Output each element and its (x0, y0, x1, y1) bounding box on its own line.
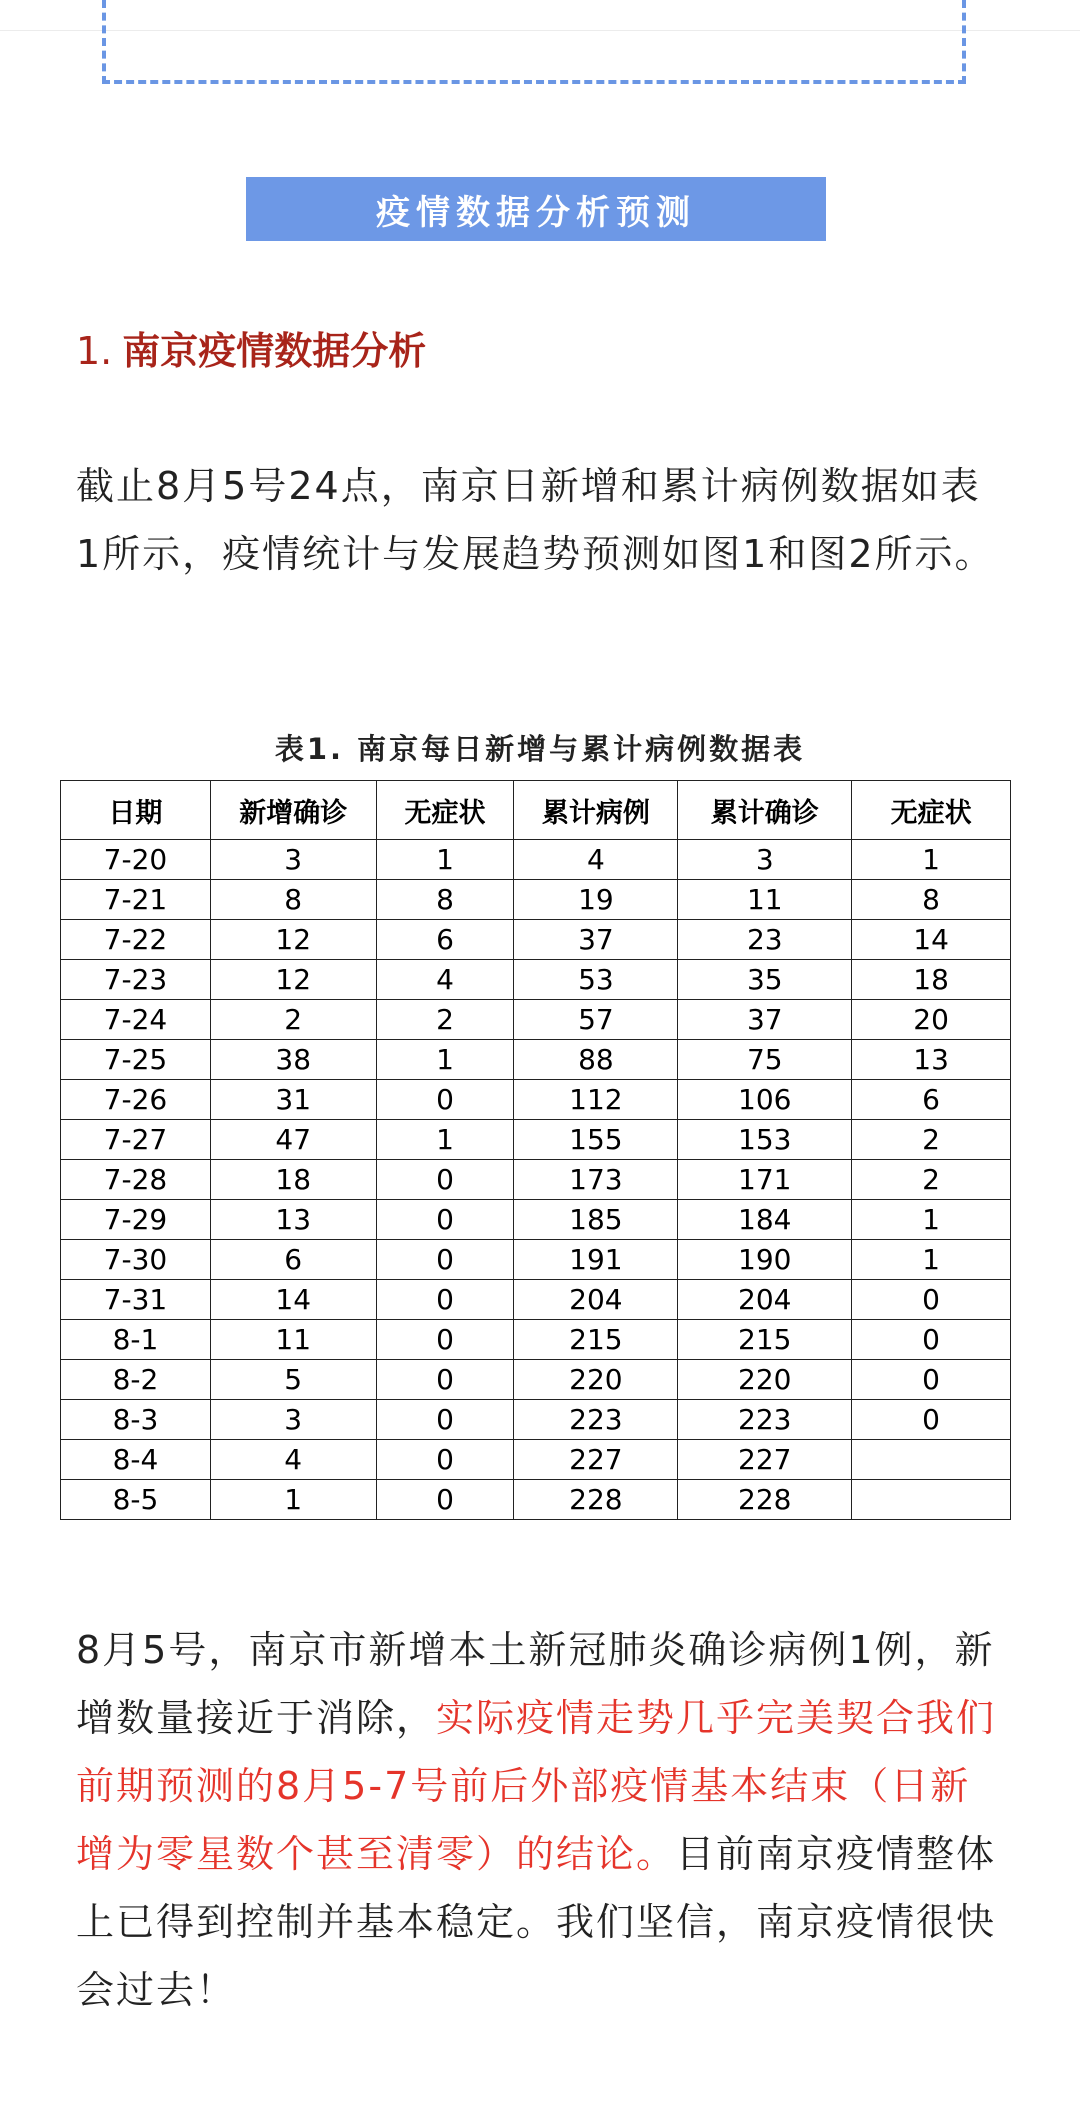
cumulative-cases-cell: 173 (514, 1160, 678, 1200)
table-row (61, 1400, 1011, 1440)
asymptomatic-current-cell: 8 (852, 880, 1011, 920)
date-cell: 7-28 (61, 1160, 211, 1200)
table-row (61, 1480, 1011, 1520)
header-asymptomatic: 无症状 (376, 781, 514, 840)
asymptomatic-current-cell: 0 (852, 1360, 1011, 1400)
new-confirmed-cell: 14 (210, 1280, 376, 1320)
intro-paragraph: 截止8月5号24点，南京日新增和累计病例数据如表1所示，疫情统计与发展趋势预测如图1和图2所示。 (76, 464, 995, 576)
new-confirmed-cell: 8 (210, 880, 376, 920)
asymptomatic-current-cell: 0 (852, 1280, 1011, 1320)
date-cell: 7-29 (61, 1200, 211, 1240)
asymptomatic-current-cell: 2 (852, 1120, 1011, 1160)
cumulative-confirmed-cell: 35 (678, 960, 852, 1000)
cumulative-confirmed-cell: 23 (678, 920, 852, 960)
asymptomatic-cell: 0 (376, 1320, 514, 1360)
cumulative-cases-cell: 88 (514, 1040, 678, 1080)
cumulative-confirmed-cell: 228 (678, 1480, 852, 1520)
date-cell: 7-23 (61, 960, 211, 1000)
new-confirmed-cell: 38 (210, 1040, 376, 1080)
asymptomatic-current-cell: 2 (852, 1160, 1011, 1200)
asymptomatic-cell: 4 (376, 960, 514, 1000)
date-cell: 8-2 (61, 1360, 211, 1400)
new-confirmed-cell: 12 (210, 960, 376, 1000)
asymptomatic-cell: 0 (376, 1280, 514, 1320)
conclusion-paragraph (76, 1616, 1006, 2024)
section-title: 南京疫情数据分析 (122, 329, 427, 373)
date-cell: 7-24 (61, 1000, 211, 1040)
cumulative-confirmed-cell: 223 (678, 1400, 852, 1440)
date-cell: 7-20 (61, 840, 211, 880)
section-number: 1. (76, 329, 113, 373)
table-caption: 表1. 南京每日新增与累计病例数据表 (274, 732, 806, 766)
table-row (61, 1440, 1011, 1480)
asymptomatic-cell: 0 (376, 1360, 514, 1400)
asymptomatic-current-cell: 13 (852, 1040, 1011, 1080)
cumulative-cases-cell: 155 (514, 1120, 678, 1160)
table-row (61, 840, 1011, 880)
cumulative-cases-cell: 204 (514, 1280, 678, 1320)
cumulative-confirmed-cell: 184 (678, 1200, 852, 1240)
header-date: 日期 (61, 781, 211, 840)
cumulative-cases-cell: 37 (514, 920, 678, 960)
date-cell: 7-31 (61, 1280, 211, 1320)
asymptomatic-current-cell: 18 (852, 960, 1011, 1000)
asymptomatic-current-cell (852, 1440, 1011, 1480)
cumulative-confirmed-cell: 227 (678, 1440, 852, 1480)
case-data-table (60, 780, 1011, 1520)
table-row (61, 1040, 1011, 1080)
cumulative-confirmed-cell: 171 (678, 1160, 852, 1200)
new-confirmed-cell: 3 (210, 1400, 376, 1440)
cumulative-cases-cell: 220 (514, 1360, 678, 1400)
asymptomatic-current-cell: 6 (852, 1080, 1011, 1120)
date-cell: 8-4 (61, 1440, 211, 1480)
table-row (61, 1120, 1011, 1160)
date-cell: 7-26 (61, 1080, 211, 1120)
cumulative-confirmed-cell: 37 (678, 1000, 852, 1040)
date-cell: 8-1 (61, 1320, 211, 1360)
new-confirmed-cell: 47 (210, 1120, 376, 1160)
new-confirmed-cell: 18 (210, 1160, 376, 1200)
asymptomatic-cell: 0 (376, 1080, 514, 1120)
cumulative-cases-cell: 228 (514, 1480, 678, 1520)
cumulative-cases-cell: 53 (514, 960, 678, 1000)
asymptomatic-current-cell: 1 (852, 1200, 1011, 1240)
new-confirmed-cell: 4 (210, 1440, 376, 1480)
new-confirmed-cell: 31 (210, 1080, 376, 1120)
new-confirmed-cell: 1 (210, 1480, 376, 1520)
asymptomatic-current-cell: 20 (852, 1000, 1011, 1040)
header-cumulative-cases: 累计病例 (514, 781, 678, 840)
date-cell: 7-21 (61, 880, 211, 920)
new-confirmed-cell: 11 (210, 1320, 376, 1360)
table-row (61, 920, 1011, 960)
header-asymptomatic-current: 无症状 (852, 781, 1011, 840)
asymptomatic-cell: 6 (376, 920, 514, 960)
asymptomatic-current-cell: 1 (852, 1240, 1011, 1280)
section-banner: 疫情数据分析预测 (246, 177, 826, 241)
table-row (61, 880, 1011, 920)
asymptomatic-cell: 2 (376, 1000, 514, 1040)
cumulative-cases-cell: 112 (514, 1080, 678, 1120)
date-cell: 8-3 (61, 1400, 211, 1440)
cumulative-confirmed-cell: 190 (678, 1240, 852, 1280)
asymptomatic-cell: 0 (376, 1400, 514, 1440)
new-confirmed-cell: 5 (210, 1360, 376, 1400)
table-row (61, 1240, 1011, 1280)
cumulative-cases-cell: 215 (514, 1320, 678, 1360)
cumulative-cases-cell: 227 (514, 1440, 678, 1480)
dashed-frame-decoration (102, 0, 966, 84)
asymptomatic-current-cell: 1 (852, 840, 1011, 880)
new-confirmed-cell: 12 (210, 920, 376, 960)
asymptomatic-current-cell: 0 (852, 1400, 1011, 1440)
asymptomatic-cell: 0 (376, 1160, 514, 1200)
header-new-confirmed: 新增确诊 (210, 781, 376, 840)
asymptomatic-current-cell: 0 (852, 1320, 1011, 1360)
cumulative-cases-cell: 185 (514, 1200, 678, 1240)
new-confirmed-cell: 2 (210, 1000, 376, 1040)
cumulative-cases-cell: 223 (514, 1400, 678, 1440)
new-confirmed-cell: 3 (210, 840, 376, 880)
cumulative-cases-cell: 191 (514, 1240, 678, 1280)
cumulative-confirmed-cell: 204 (678, 1280, 852, 1320)
date-cell: 7-22 (61, 920, 211, 960)
asymptomatic-current-cell: 14 (852, 920, 1011, 960)
date-cell: 7-25 (61, 1040, 211, 1080)
asymptomatic-cell: 0 (376, 1480, 514, 1520)
asymptomatic-cell: 8 (376, 880, 514, 920)
asymptomatic-cell: 0 (376, 1200, 514, 1240)
asymptomatic-cell: 0 (376, 1240, 514, 1280)
asymptomatic-cell: 0 (376, 1440, 514, 1480)
table-row (61, 1200, 1011, 1240)
date-cell: 7-30 (61, 1240, 211, 1280)
cumulative-cases-cell: 4 (514, 840, 678, 880)
table-row (61, 1080, 1011, 1120)
cumulative-cases-cell: 19 (514, 880, 678, 920)
cumulative-confirmed-cell: 220 (678, 1360, 852, 1400)
cumulative-cases-cell: 57 (514, 1000, 678, 1040)
cumulative-confirmed-cell: 153 (678, 1120, 852, 1160)
table-row (61, 1320, 1011, 1360)
new-confirmed-cell: 13 (210, 1200, 376, 1240)
cumulative-confirmed-cell: 11 (678, 880, 852, 920)
table-header-row (61, 781, 1011, 840)
conclusion-highlight: 实际疫情走势几乎完美契合我们前期预测的8月5-7号前后外部疫情基本结束（日新增为零星数个甚至清零）的结论。 (76, 1696, 997, 1876)
date-cell: 8-5 (61, 1480, 211, 1520)
table-row (61, 1360, 1011, 1400)
new-confirmed-cell: 6 (210, 1240, 376, 1280)
cumulative-confirmed-cell: 215 (678, 1320, 852, 1360)
cumulative-confirmed-cell: 3 (678, 840, 852, 880)
section-heading (76, 326, 426, 376)
table-row (61, 960, 1011, 1000)
asymptomatic-cell: 1 (376, 1040, 514, 1080)
table-row (61, 1160, 1011, 1200)
cumulative-confirmed-cell: 75 (678, 1040, 852, 1080)
table-row (61, 1000, 1011, 1040)
asymptomatic-cell: 1 (376, 1120, 514, 1160)
date-cell: 7-27 (61, 1120, 211, 1160)
cumulative-confirmed-cell: 106 (678, 1080, 852, 1120)
asymptomatic-current-cell (852, 1480, 1011, 1520)
table-row (61, 1280, 1011, 1320)
header-cumulative-confirmed: 累计确诊 (678, 781, 852, 840)
conclusion-text-1: 8月5号，南京市新增本土新冠肺炎确诊病例1例，新增数量接近于消除， (76, 1628, 995, 1740)
table-body (61, 840, 1011, 1520)
asymptomatic-cell: 1 (376, 840, 514, 880)
conclusion-text-2: 目前南京疫情整体上已得到控制并基本稳定。我们坚信，南京疫情很快会过去！ (76, 1832, 997, 2012)
